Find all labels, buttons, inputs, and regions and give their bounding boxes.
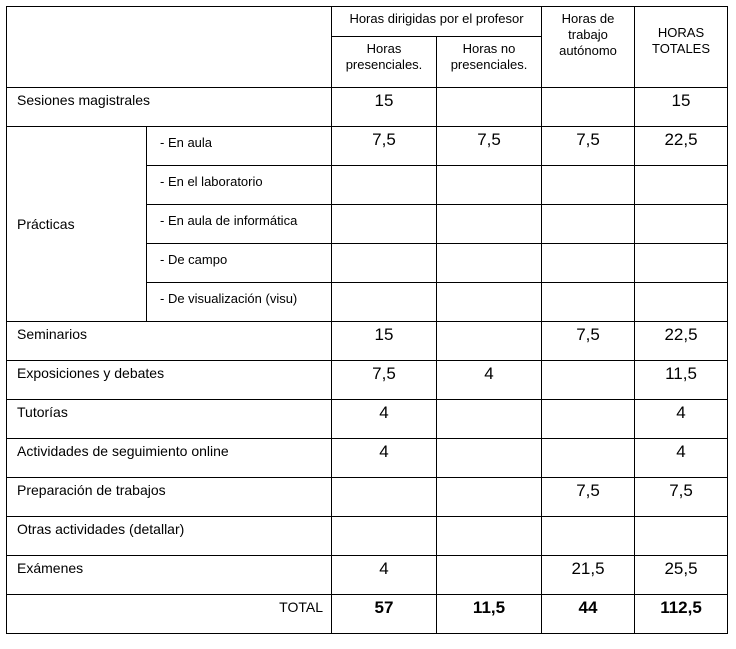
- cell-autonomo: [542, 283, 635, 322]
- row-label: Seminarios: [7, 322, 332, 361]
- table-row: [7, 439, 728, 478]
- cell-no-presenciales: 4: [437, 361, 542, 400]
- total-label: TOTAL: [7, 595, 332, 634]
- total-presenciales: 57: [332, 595, 437, 634]
- cell-autonomo: 7,5: [542, 322, 635, 361]
- cell-autonomo: [542, 205, 635, 244]
- cell-total: [635, 517, 728, 556]
- cell-no-presenciales: [437, 478, 542, 517]
- cell-presenciales: 7,5: [332, 361, 437, 400]
- header-autonomo: [542, 7, 635, 88]
- hours-table: [6, 6, 728, 634]
- cell-presenciales: [332, 166, 437, 205]
- header-totales: [635, 7, 728, 88]
- cell-autonomo: 21,5: [542, 556, 635, 595]
- table-row: [7, 322, 728, 361]
- cell-total: [635, 244, 728, 283]
- row-label: Exámenes: [7, 556, 332, 595]
- row-label: Exposiciones y debates: [7, 361, 332, 400]
- cell-presenciales: 15: [332, 322, 437, 361]
- total-horas: 112,5: [635, 595, 728, 634]
- table-row: [7, 88, 728, 127]
- row-label: Otras actividades (detallar): [7, 517, 332, 556]
- cell-no-presenciales: [437, 322, 542, 361]
- cell-total: 11,5: [635, 361, 728, 400]
- cell-total: [635, 166, 728, 205]
- cell-autonomo: 7,5: [542, 478, 635, 517]
- row-sublabel: - De visualización (visu): [147, 283, 332, 322]
- header-totales-line2: TOTALES: [651, 41, 711, 56]
- cell-total: 25,5: [635, 556, 728, 595]
- table-row: [7, 361, 728, 400]
- cell-no-presenciales: [437, 439, 542, 478]
- table-row: [7, 400, 728, 439]
- cell-autonomo: [542, 361, 635, 400]
- cell-presenciales: 4: [332, 400, 437, 439]
- cell-autonomo: [542, 244, 635, 283]
- row-sublabel: - En aula de informática: [147, 205, 332, 244]
- cell-total: 22,5: [635, 322, 728, 361]
- cell-presenciales: 7,5: [332, 127, 437, 166]
- cell-autonomo: [542, 166, 635, 205]
- practicas-label: Prácticas: [7, 127, 147, 322]
- row-label: Preparación de trabajos: [7, 478, 332, 517]
- cell-autonomo: [542, 88, 635, 127]
- cell-presenciales: [332, 205, 437, 244]
- row-label: Tutorías: [7, 400, 332, 439]
- cell-no-presenciales: 7,5: [437, 127, 542, 166]
- header-autonomo-line1: Horas de: [561, 11, 615, 26]
- table-row: [7, 478, 728, 517]
- header-presenciales-line2: presenciales.: [345, 57, 423, 72]
- row-sublabel: - De campo: [147, 244, 332, 283]
- cell-presenciales: 4: [332, 439, 437, 478]
- cell-no-presenciales: [437, 88, 542, 127]
- row-sublabel: - En el laboratorio: [147, 166, 332, 205]
- total-no-presenciales: 11,5: [437, 595, 542, 634]
- cell-autonomo: 7,5: [542, 127, 635, 166]
- cell-presenciales: [332, 478, 437, 517]
- cell-presenciales: 4: [332, 556, 437, 595]
- cell-autonomo: [542, 439, 635, 478]
- cell-no-presenciales: [437, 400, 542, 439]
- cell-presenciales: [332, 517, 437, 556]
- header-empty-cell: [7, 7, 332, 88]
- cell-autonomo: [542, 517, 635, 556]
- header-autonomo-line3: autónomo: [559, 43, 617, 58]
- cell-presenciales: [332, 244, 437, 283]
- header-profesor-group: Horas dirigidas por el profesor: [332, 7, 542, 37]
- row-sublabel: - En aula: [147, 127, 332, 166]
- total-autonomo: 44: [542, 595, 635, 634]
- cell-total: 22,5: [635, 127, 728, 166]
- cell-total: [635, 205, 728, 244]
- cell-total: 4: [635, 439, 728, 478]
- cell-no-presenciales: [437, 205, 542, 244]
- table-row: [7, 517, 728, 556]
- header-no-presenciales-line1: Horas no: [462, 41, 516, 56]
- cell-no-presenciales: [437, 244, 542, 283]
- total-row: [7, 595, 728, 634]
- cell-no-presenciales: [437, 556, 542, 595]
- cell-total: 7,5: [635, 478, 728, 517]
- table-row: [7, 556, 728, 595]
- header-presenciales-line1: Horas: [366, 41, 402, 56]
- cell-no-presenciales: [437, 283, 542, 322]
- cell-total: [635, 283, 728, 322]
- cell-total: 15: [635, 88, 728, 127]
- header-totales-line1: HORAS: [657, 25, 705, 40]
- table-row: [7, 127, 728, 166]
- cell-autonomo: [542, 400, 635, 439]
- header-no-presenciales-line2: presenciales.: [450, 57, 528, 72]
- row-label: Actividades de seguimiento online: [7, 439, 332, 478]
- row-label: Sesiones magistrales: [7, 88, 332, 127]
- header-presenciales: [332, 37, 437, 88]
- cell-total: 4: [635, 400, 728, 439]
- cell-presenciales: [332, 283, 437, 322]
- header-no-presenciales: [437, 37, 542, 88]
- cell-no-presenciales: [437, 166, 542, 205]
- cell-no-presenciales: [437, 517, 542, 556]
- cell-presenciales: 15: [332, 88, 437, 127]
- header-autonomo-line2: trabajo: [568, 27, 608, 42]
